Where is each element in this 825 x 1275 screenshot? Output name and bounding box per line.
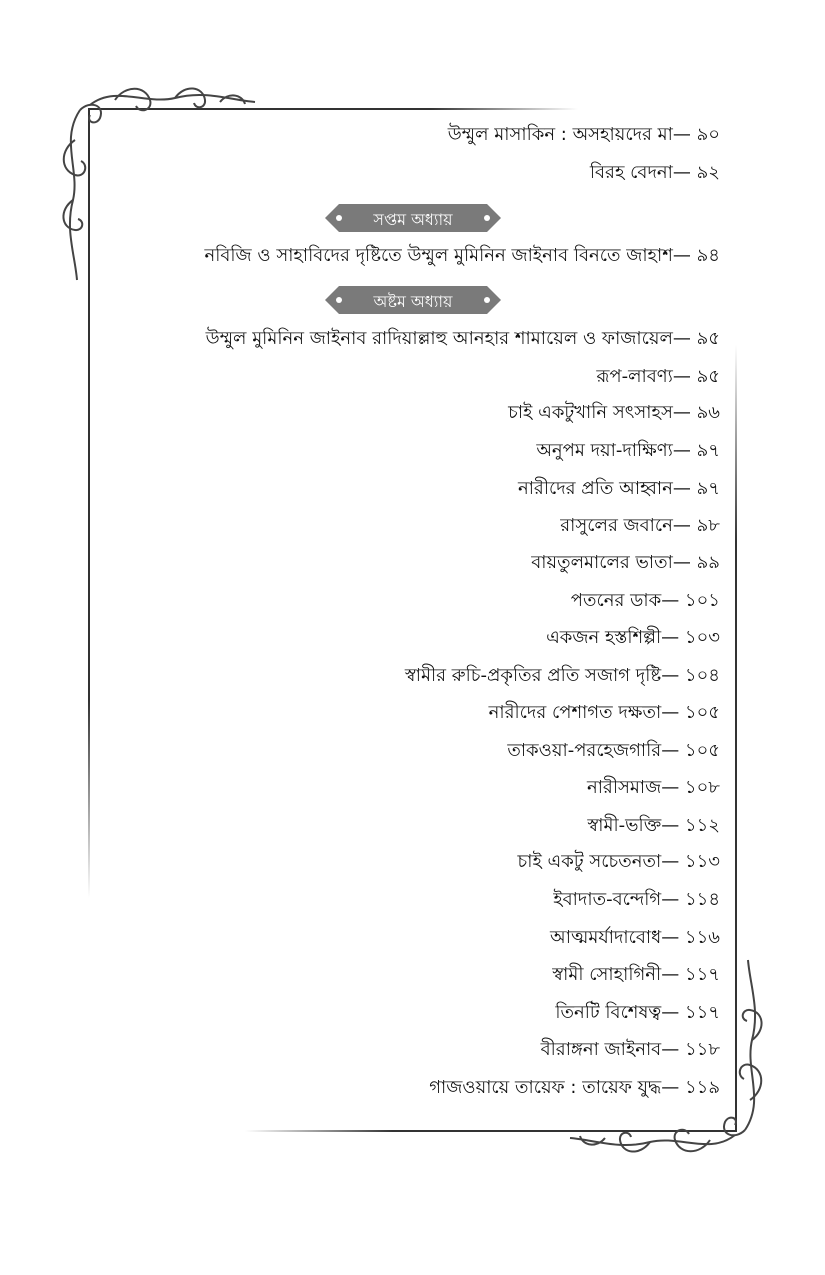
toc-entry[interactable] — [204, 244, 720, 268]
entry-page-number: ৯৯ — [696, 552, 720, 573]
toc-entry[interactable] — [206, 327, 720, 351]
entry-separator: — — [661, 851, 685, 872]
entry-page-number: ১০৩ — [684, 627, 720, 648]
entry-page-number: ৯০ — [696, 124, 720, 145]
entry-title: ইবাদাত-বন্দেগি — [553, 889, 662, 910]
entry-separator: — — [672, 515, 697, 536]
entry-page-number: ৯৮ — [696, 515, 720, 536]
entry-title: বায়তুলমালের ভাতা — [531, 552, 673, 573]
chapter-banner — [325, 285, 501, 315]
entry-separator: — — [672, 366, 697, 387]
entry-page-number: ১০৫ — [684, 740, 720, 761]
entry-page-number: ৯৬ — [696, 402, 720, 423]
entry-separator: — — [672, 124, 697, 145]
entry-title: তাকওয়া-পরহেজগারি — [507, 740, 662, 761]
entry-title: তিনটি বিশেষত্ব — [555, 1002, 662, 1023]
entry-separator: — — [661, 1077, 685, 1098]
toc-entry[interactable] — [571, 589, 720, 613]
entry-page-number: ১১৩ — [684, 851, 720, 872]
entry-title: চাই একটু সচেতনতা — [517, 851, 662, 872]
toc-entry[interactable] — [560, 514, 720, 538]
entry-page-number: ১১৪ — [684, 889, 720, 910]
entry-page-number: ১০৪ — [684, 665, 720, 686]
toc-entry[interactable] — [596, 365, 720, 389]
toc-entry[interactable] — [587, 814, 720, 838]
toc-entry[interactable] — [489, 701, 720, 725]
entry-title: আত্মমর্যাদাবোধ — [550, 927, 662, 948]
entry-separator: — — [661, 1039, 685, 1060]
toc-entry[interactable] — [587, 776, 720, 800]
entry-separator: — — [661, 964, 685, 985]
toc-entry[interactable] — [541, 1038, 720, 1062]
toc-entry[interactable] — [405, 664, 720, 688]
entry-separator: — — [661, 590, 685, 611]
toc-entry[interactable] — [448, 123, 720, 147]
entry-separator: — — [672, 328, 697, 349]
entry-title: রাসুলের জবানে — [560, 515, 673, 536]
entry-separator: — — [672, 245, 697, 266]
toc-entry[interactable] — [555, 1001, 720, 1025]
toc-entry[interactable] — [590, 161, 720, 185]
toc-entry[interactable] — [546, 626, 720, 650]
entry-page-number: ৯৫ — [696, 366, 720, 387]
entry-title: নারীসমাজ — [586, 777, 662, 798]
chapter-banner — [325, 203, 501, 233]
entry-separator: — — [661, 740, 685, 761]
toc-entry[interactable] — [552, 963, 720, 987]
toc-entry[interactable] — [518, 850, 720, 874]
entry-page-number: ১১৭ — [684, 964, 720, 985]
toc-entry[interactable] — [429, 1076, 720, 1100]
entry-page-number: ৯৭ — [696, 440, 720, 461]
entry-title: নারীদের প্রতি আহ্বান — [517, 478, 673, 499]
entry-separator: — — [672, 162, 697, 183]
entry-page-number: ৯৫ — [696, 328, 720, 349]
toc-entry[interactable] — [553, 888, 720, 912]
entry-separator: — — [672, 552, 697, 573]
entry-separator: — — [661, 702, 685, 723]
entry-title: উম্মুল মাসাকিন : অসহায়দের মা — [447, 124, 673, 145]
entry-page-number: ৯৪ — [696, 245, 720, 266]
entry-separator: — — [661, 627, 685, 648]
entry-separator: — — [672, 440, 697, 461]
chapter-title: সপ্তম অধ্যায় — [373, 210, 453, 229]
entry-page-number: ১১৮ — [684, 1039, 720, 1060]
entry-separator: — — [661, 777, 685, 798]
entry-separator: — — [661, 1002, 685, 1023]
entry-separator: — — [661, 927, 685, 948]
entry-title: স্বামী-ভক্তি — [587, 815, 662, 836]
entry-title: চাই একটুখানি সৎসাহস — [508, 402, 673, 423]
entry-title: পতনের ডাক — [570, 590, 662, 611]
entry-title: বিরহ বেদনা — [589, 162, 673, 183]
toc-entry[interactable] — [550, 926, 720, 950]
entry-separator: — — [672, 402, 697, 423]
entry-title: উম্মুল মুমিনিন জাইনাব রাদিয়াল্লাহু আনহার শামায়েল ও ফাজায়েল — [205, 328, 673, 349]
toc-entry[interactable] — [536, 439, 720, 463]
entry-page-number: ১০৫ — [684, 702, 720, 723]
entry-separator: — — [661, 665, 685, 686]
entry-title: অনুপম দয়া-দাক্ষিণ্য — [536, 440, 673, 461]
entry-title: নারীদের পেশাগত দক্ষতা — [488, 702, 662, 723]
entry-page-number: ৯২ — [696, 162, 720, 183]
toc-entry[interactable] — [531, 551, 720, 575]
toc-entry[interactable] — [507, 739, 720, 763]
entry-title: গাজওয়ায়ে তায়েফ : তায়েফ যুদ্ধ — [429, 1077, 662, 1098]
entry-title: রূপ-লাবণ্য — [596, 366, 673, 387]
entry-title: বীরাঙ্গনা জাইনাব — [540, 1039, 662, 1060]
toc-entry[interactable] — [508, 401, 720, 425]
entry-page-number: ১০৮ — [684, 777, 720, 798]
chapter-title: অষ্টম অধ্যায় — [373, 292, 453, 311]
entry-separator: — — [661, 889, 685, 910]
entry-page-number: ১১৬ — [684, 927, 720, 948]
entry-separator: — — [661, 815, 685, 836]
entry-separator: — — [672, 478, 697, 499]
toc-entry[interactable] — [518, 477, 720, 501]
entry-title: একজন হস্তশিল্পী — [546, 627, 662, 648]
entry-page-number: ১১৯ — [684, 1077, 720, 1098]
entry-page-number: ৯৭ — [696, 478, 720, 499]
entry-page-number: ১১৭ — [684, 1002, 720, 1023]
entry-page-number: ১০১ — [684, 590, 720, 611]
entry-title: স্বামীর রুচি-প্রকৃতির প্রতি সজাগ দৃষ্টি — [404, 665, 662, 686]
entry-title: স্বামী সোহাগিনী — [552, 964, 662, 985]
entry-title: নবিজি ও সাহাবিদের দৃষ্টিতে উম্মুল মুমিনিন জাইনাব বিনতে জাহাশ — [204, 245, 673, 266]
entry-page-number: ১১২ — [684, 815, 720, 836]
